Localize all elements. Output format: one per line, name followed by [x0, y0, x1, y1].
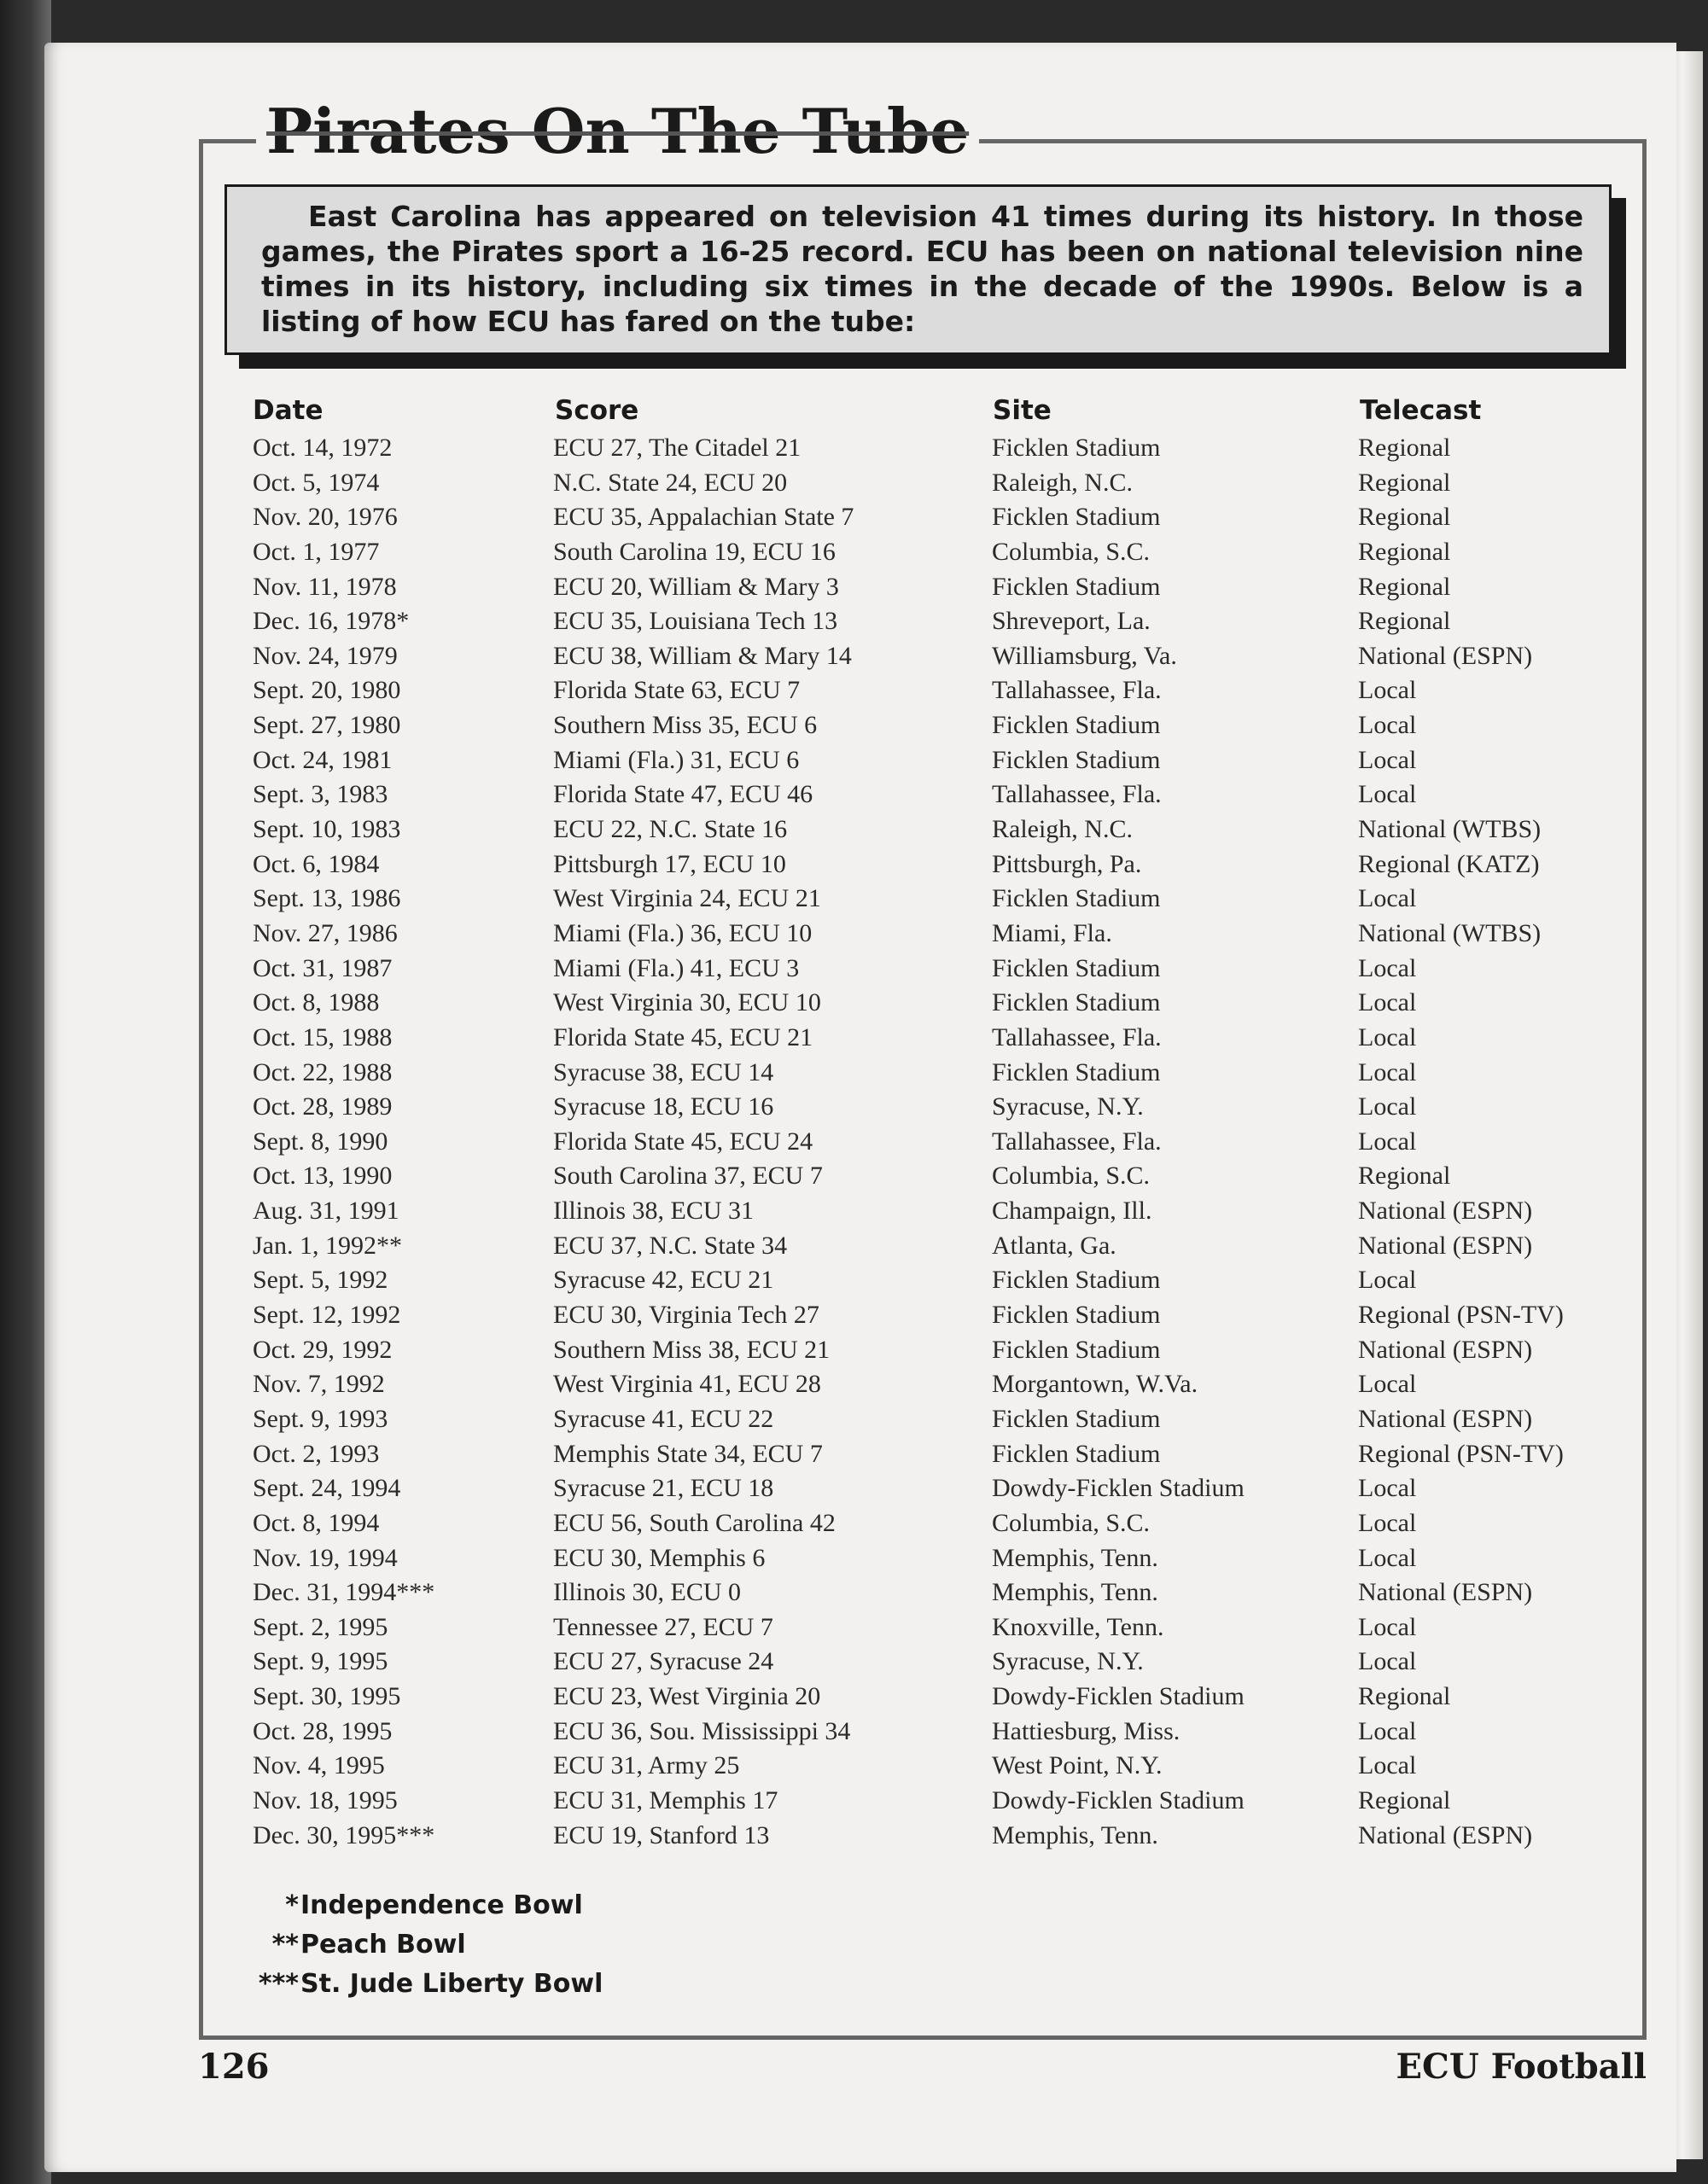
- game-site: Memphis, Tenn.: [992, 1578, 1158, 1607]
- game-telecast: Regional: [1358, 572, 1451, 601]
- game-site: Atlanta, Ga.: [992, 1231, 1116, 1260]
- game-site: Shreveport, La.: [992, 607, 1151, 636]
- game-date: Dec. 30, 1995***: [253, 1820, 435, 1849]
- game-date: Nov. 4, 1995: [253, 1751, 385, 1780]
- game-telecast: Local: [1358, 1092, 1417, 1121]
- game-date: Sept. 24, 1994: [253, 1474, 401, 1503]
- column-header-score: Score: [555, 395, 639, 426]
- game-site: Tallahassee, Fla.: [992, 676, 1162, 705]
- game-telecast: Local: [1358, 1716, 1417, 1745]
- game-score: Syracuse 21, ECU 18: [553, 1474, 774, 1503]
- game-score: Syracuse 38, ECU 14: [553, 1057, 774, 1086]
- game-date: Oct. 5, 1974: [253, 468, 380, 497]
- table-row: [251, 1784, 1617, 1819]
- intro-box: East Carolina has appeared on television 41 times during its history. In those games, the Pirates sport a 16-25 record. ECU has been on national television nine times in its history, including six times in the decade of the 1990s. Below is a listing of how ECU has fared on the tube:: [224, 184, 1612, 355]
- game-telecast: National (ESPN): [1358, 1231, 1533, 1260]
- game-score: Tennessee 27, ECU 7: [553, 1612, 773, 1641]
- game-telecast: National (ESPN): [1358, 1820, 1533, 1849]
- game-telecast: Local: [1358, 884, 1417, 913]
- game-telecast: Local: [1358, 1543, 1417, 1572]
- table-row: [251, 1194, 1617, 1229]
- table-row: [251, 1298, 1617, 1333]
- game-date: Sept. 8, 1990: [253, 1127, 388, 1156]
- game-score: ECU 36, Sou. Mississippi 34: [553, 1716, 851, 1745]
- game-date: Oct. 1, 1977: [253, 537, 380, 566]
- game-score: ECU 20, William & Mary 3: [553, 572, 839, 601]
- game-score: ECU 37, N.C. State 34: [553, 1231, 788, 1260]
- table-row: [251, 1819, 1617, 1854]
- game-date: Jan. 1, 1992**: [253, 1231, 402, 1260]
- table-row: [251, 1575, 1617, 1610]
- game-site: Dowdy-Ficklen Stadium: [992, 1785, 1245, 1814]
- column-header-telecast: Telecast: [1360, 395, 1482, 426]
- table-row: [251, 1680, 1617, 1715]
- game-score: Florida State 47, ECU 46: [553, 780, 813, 809]
- game-date: Oct. 22, 1988: [253, 1057, 393, 1086]
- game-telecast: Regional: [1358, 1682, 1451, 1711]
- game-site: Ficklen Stadium: [992, 1439, 1161, 1468]
- book-spine: [0, 0, 51, 2184]
- page-title: Pirates On The Tube: [256, 96, 979, 167]
- game-site: Morgantown, W.Va.: [992, 1370, 1198, 1399]
- game-telecast: Local: [1358, 1474, 1417, 1503]
- game-site: Ficklen Stadium: [992, 1301, 1161, 1330]
- game-site: Ficklen Stadium: [992, 1057, 1161, 1086]
- game-score: ECU 56, South Carolina 42: [553, 1508, 836, 1537]
- game-date: Oct. 2, 1993: [253, 1439, 380, 1468]
- game-site: Ficklen Stadium: [992, 884, 1161, 913]
- table-row: [251, 986, 1617, 1021]
- table-row: [251, 917, 1617, 952]
- game-telecast: Regional: [1358, 607, 1451, 636]
- game-telecast: Regional: [1358, 434, 1451, 462]
- game-date: Sept. 12, 1992: [253, 1301, 401, 1330]
- table-row: [251, 1056, 1617, 1091]
- game-date: Sept. 5, 1992: [253, 1266, 388, 1295]
- game-telecast: Local: [1358, 953, 1417, 982]
- game-telecast: National (ESPN): [1358, 1197, 1533, 1226]
- game-date: Sept. 20, 1980: [253, 676, 401, 705]
- game-site: Memphis, Tenn.: [992, 1820, 1158, 1849]
- table-row: [251, 1506, 1617, 1541]
- table-row: [251, 1367, 1617, 1402]
- game-telecast: Regional: [1358, 1785, 1451, 1814]
- game-telecast: Regional (PSN-TV): [1358, 1301, 1564, 1330]
- game-date: Oct. 15, 1988: [253, 1022, 393, 1051]
- game-telecast: Local: [1358, 988, 1417, 1017]
- game-score: ECU 35, Appalachian State 7: [553, 503, 854, 532]
- game-site: Miami, Fla.: [992, 918, 1112, 947]
- game-date: Nov. 24, 1979: [253, 641, 398, 670]
- game-score: Florida State 45, ECU 24: [553, 1127, 813, 1156]
- game-site: Tallahassee, Fla.: [992, 780, 1162, 809]
- game-score: Miami (Fla.) 41, ECU 3: [553, 953, 800, 982]
- game-date: Oct. 24, 1981: [253, 745, 393, 774]
- table-row: [251, 535, 1617, 570]
- footnote-text: St. Jude Liberty Bowl: [300, 1969, 603, 1999]
- game-telecast: Local: [1358, 1612, 1417, 1641]
- game-score: Southern Miss 35, ECU 6: [553, 711, 818, 740]
- game-date: Dec. 16, 1978*: [253, 607, 410, 636]
- game-date: Sept. 30, 1995: [253, 1682, 401, 1711]
- game-telecast: Regional: [1358, 503, 1451, 532]
- game-telecast: Local: [1358, 1370, 1417, 1399]
- game-score: Pittsburgh 17, ECU 10: [553, 849, 786, 878]
- table-row: [251, 1749, 1617, 1784]
- game-site: Syracuse, N.Y.: [992, 1092, 1144, 1121]
- game-site: Memphis, Tenn.: [992, 1543, 1158, 1572]
- table-row: [251, 778, 1617, 812]
- table-row: [251, 604, 1617, 639]
- game-score: ECU 27, Syracuse 24: [553, 1647, 774, 1676]
- table-row: [251, 1437, 1617, 1472]
- table-row: [251, 1402, 1617, 1437]
- game-site: Dowdy-Ficklen Stadium: [992, 1682, 1245, 1711]
- game-telecast: Local: [1358, 745, 1417, 774]
- table-row: [251, 1263, 1617, 1298]
- footnote-mark: ***: [258, 1969, 299, 1999]
- game-date: Oct. 31, 1987: [253, 953, 393, 982]
- game-site: Ficklen Stadium: [992, 572, 1161, 601]
- table-row: [251, 1715, 1617, 1750]
- footnote-mark: *: [285, 1890, 299, 1920]
- table-row: [251, 673, 1617, 708]
- game-date: Nov. 27, 1986: [253, 918, 398, 947]
- game-score: Southern Miss 38, ECU 21: [553, 1335, 831, 1364]
- game-score: ECU 31, Army 25: [553, 1751, 740, 1780]
- table-row: [251, 1333, 1617, 1368]
- game-date: Oct. 14, 1972: [253, 434, 393, 462]
- game-date: Aug. 31, 1991: [253, 1197, 399, 1226]
- game-date: Nov. 11, 1978: [253, 572, 397, 601]
- game-telecast: Local: [1358, 1751, 1417, 1780]
- game-score: South Carolina 19, ECU 16: [553, 537, 836, 566]
- game-date: Sept. 13, 1986: [253, 884, 401, 913]
- table-row: [251, 500, 1617, 535]
- game-telecast: Local: [1358, 1057, 1417, 1086]
- table-row: [251, 1645, 1617, 1680]
- game-score: West Virginia 30, ECU 10: [553, 988, 821, 1017]
- game-score: Miami (Fla.) 31, ECU 6: [553, 745, 800, 774]
- game-score: ECU 30, Memphis 6: [553, 1543, 766, 1572]
- game-telecast: Regional: [1358, 537, 1451, 566]
- game-site: Ficklen Stadium: [992, 434, 1161, 462]
- footer-publication: ECU Football: [1396, 2047, 1647, 2087]
- game-score: Syracuse 42, ECU 21: [553, 1266, 774, 1295]
- game-date: Sept. 9, 1995: [253, 1647, 388, 1676]
- game-site: Tallahassee, Fla.: [992, 1127, 1162, 1156]
- game-date: Dec. 31, 1994***: [253, 1578, 435, 1607]
- table-row: [251, 708, 1617, 743]
- game-score: Florida State 45, ECU 21: [553, 1022, 813, 1051]
- game-score: ECU 22, N.C. State 16: [553, 815, 788, 844]
- game-score: Memphis State 34, ECU 7: [553, 1439, 823, 1468]
- game-date: Oct. 29, 1992: [253, 1335, 393, 1364]
- game-date: Sept. 2, 1995: [253, 1612, 388, 1641]
- game-telecast: Local: [1358, 1022, 1417, 1051]
- game-date: Oct. 13, 1990: [253, 1162, 393, 1191]
- game-site: Knoxville, Tenn.: [992, 1612, 1164, 1641]
- game-telecast: Regional (KATZ): [1358, 849, 1540, 878]
- game-date: Nov. 19, 1994: [253, 1543, 398, 1572]
- game-date: Sept. 10, 1983: [253, 815, 401, 844]
- game-score: N.C. State 24, ECU 20: [553, 468, 788, 497]
- game-score: Illinois 38, ECU 31: [553, 1197, 755, 1226]
- footnote-text: Independence Bowl: [300, 1890, 583, 1920]
- game-site: Raleigh, N.C.: [992, 815, 1133, 844]
- game-site: Ficklen Stadium: [992, 1266, 1161, 1295]
- game-telecast: Local: [1358, 1647, 1417, 1676]
- table-row: [251, 1229, 1617, 1264]
- game-score: Illinois 30, ECU 0: [553, 1578, 742, 1607]
- game-telecast: National (WTBS): [1358, 815, 1542, 844]
- game-date: Oct. 8, 1994: [253, 1508, 380, 1537]
- table-row: [251, 847, 1617, 882]
- game-telecast: Local: [1358, 711, 1417, 740]
- game-telecast: Regional: [1358, 468, 1451, 497]
- game-score: Syracuse 18, ECU 16: [553, 1092, 774, 1121]
- game-score: ECU 23, West Virginia 20: [553, 1682, 821, 1711]
- game-site: West Point, N.Y.: [992, 1751, 1163, 1780]
- table-row: [251, 1471, 1617, 1506]
- game-telecast: Local: [1358, 780, 1417, 809]
- game-site: Ficklen Stadium: [992, 711, 1161, 740]
- game-date: Oct. 28, 1989: [253, 1092, 393, 1121]
- table-row: [251, 570, 1617, 605]
- game-site: Ficklen Stadium: [992, 745, 1161, 774]
- game-telecast: National (WTBS): [1358, 918, 1542, 947]
- game-score: ECU 38, William & Mary 14: [553, 641, 852, 670]
- table-row: [251, 1541, 1617, 1576]
- table-row: [251, 431, 1617, 466]
- game-telecast: Local: [1358, 1127, 1417, 1156]
- footnote-mark: **: [271, 1930, 299, 1960]
- game-telecast: Local: [1358, 676, 1417, 705]
- game-score: West Virginia 41, ECU 28: [553, 1370, 821, 1399]
- column-header-date: Date: [253, 395, 324, 426]
- game-site: Tallahassee, Fla.: [992, 1022, 1162, 1051]
- game-site: Columbia, S.C.: [992, 1162, 1151, 1191]
- game-score: ECU 27, The Citadel 21: [553, 434, 802, 462]
- table-row: [251, 639, 1617, 674]
- footnote-text: Peach Bowl: [300, 1930, 466, 1960]
- game-score: Florida State 63, ECU 7: [553, 676, 801, 705]
- table-row: [251, 1159, 1617, 1194]
- game-score: Syracuse 41, ECU 22: [553, 1404, 774, 1433]
- game-score: South Carolina 37, ECU 7: [553, 1162, 823, 1191]
- game-date: Sept. 27, 1980: [253, 711, 401, 740]
- game-telecast: Regional: [1358, 1162, 1451, 1191]
- game-site: Ficklen Stadium: [992, 953, 1161, 982]
- game-date: Oct. 28, 1995: [253, 1716, 393, 1745]
- game-telecast: Local: [1358, 1508, 1417, 1537]
- table-row: [251, 952, 1617, 987]
- game-site: Raleigh, N.C.: [992, 468, 1133, 497]
- game-site: Columbia, S.C.: [992, 1508, 1151, 1537]
- table-row: [251, 743, 1617, 778]
- game-site: Syracuse, N.Y.: [992, 1647, 1144, 1676]
- game-site: Ficklen Stadium: [992, 1335, 1161, 1364]
- page-number: 126: [198, 2047, 270, 2087]
- game-telecast: National (ESPN): [1358, 641, 1533, 670]
- game-site: Columbia, S.C.: [992, 537, 1151, 566]
- table-row: [251, 812, 1617, 847]
- game-date: Oct. 6, 1984: [253, 849, 380, 878]
- game-telecast: Local: [1358, 1266, 1417, 1295]
- column-header-site: Site: [993, 395, 1052, 426]
- game-telecast: National (ESPN): [1358, 1404, 1533, 1433]
- game-site: Ficklen Stadium: [992, 988, 1161, 1017]
- table-row: [251, 882, 1617, 917]
- game-score: West Virginia 24, ECU 21: [553, 884, 821, 913]
- game-score: ECU 30, Virginia Tech 27: [553, 1301, 819, 1330]
- game-telecast: National (ESPN): [1358, 1578, 1533, 1607]
- game-date: Oct. 8, 1988: [253, 988, 380, 1017]
- game-telecast: National (ESPN): [1358, 1335, 1533, 1364]
- game-site: Ficklen Stadium: [992, 503, 1161, 532]
- game-date: Nov. 18, 1995: [253, 1785, 398, 1814]
- game-telecast: Regional (PSN-TV): [1358, 1439, 1564, 1468]
- game-score: ECU 19, Stanford 13: [553, 1820, 770, 1849]
- table-row: [251, 466, 1617, 501]
- game-date: Sept. 3, 1983: [253, 780, 388, 809]
- table-row: [251, 1610, 1617, 1645]
- game-score: ECU 31, Memphis 17: [553, 1785, 778, 1814]
- game-date: Nov. 7, 1992: [253, 1370, 385, 1399]
- table-row: [251, 1090, 1617, 1125]
- table-row: [251, 1125, 1617, 1160]
- game-site: Pittsburgh, Pa.: [992, 849, 1142, 878]
- game-site: Ficklen Stadium: [992, 1404, 1161, 1433]
- game-date: Nov. 20, 1976: [253, 503, 398, 532]
- game-score: ECU 35, Louisiana Tech 13: [553, 607, 838, 636]
- game-score: Miami (Fla.) 36, ECU 10: [553, 918, 813, 947]
- game-site: Champaign, Ill.: [992, 1197, 1152, 1226]
- table-row: [251, 1021, 1617, 1056]
- games-table: [251, 431, 1617, 1853]
- game-site: Hattiesburg, Miss.: [992, 1716, 1180, 1745]
- game-date: Sept. 9, 1993: [253, 1404, 388, 1433]
- game-site: Dowdy-Ficklen Stadium: [992, 1474, 1245, 1503]
- game-site: Williamsburg, Va.: [992, 641, 1177, 670]
